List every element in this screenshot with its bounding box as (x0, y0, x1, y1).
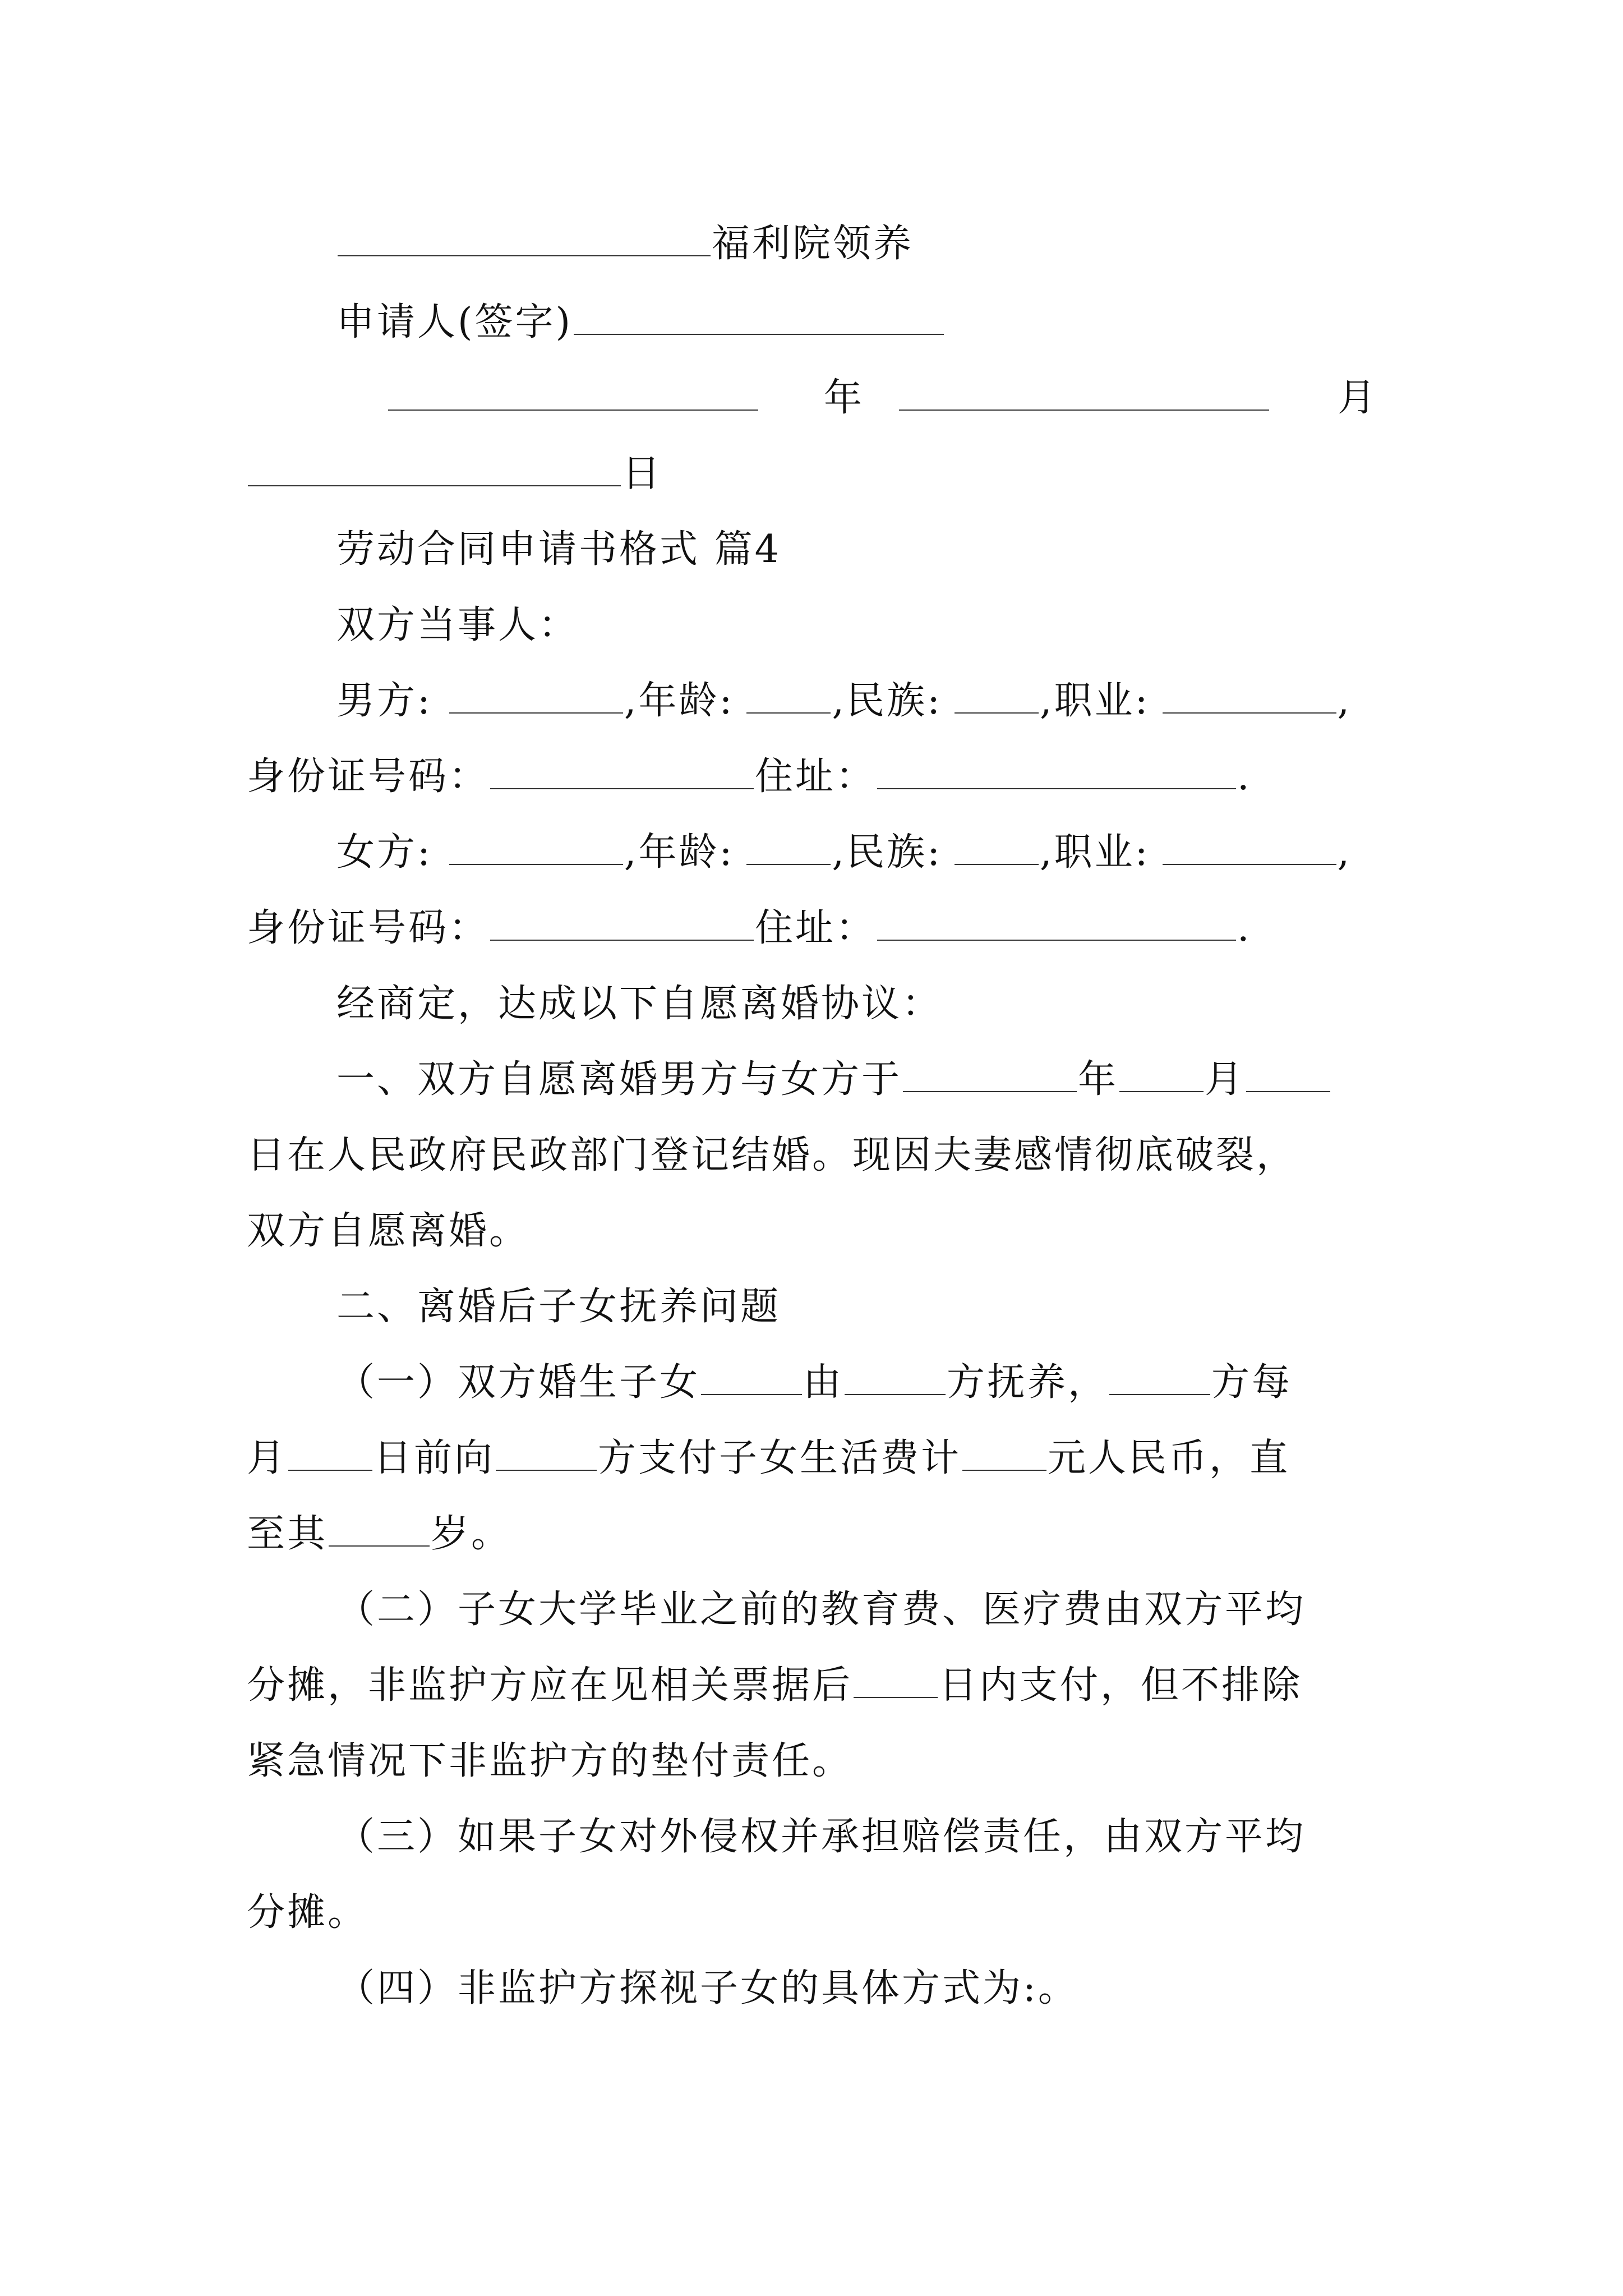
male-info-line (336, 673, 1352, 729)
female-occupation-label: ,职业: (1039, 830, 1150, 875)
fill-blank (288, 1435, 372, 1471)
clause-2-1-text: 日前向 (374, 1436, 495, 1480)
female-label: 女方: (336, 830, 432, 875)
date-day-label: 日 (622, 452, 663, 496)
fill-blank (1109, 1359, 1210, 1395)
clause-2-2-line-2 (247, 1658, 1302, 1714)
fill-blank (877, 753, 1236, 789)
fill-blank (490, 753, 754, 789)
fill-blank (899, 375, 1269, 411)
clause-2-1-text: 由 (803, 1360, 844, 1405)
fill-blank (746, 678, 831, 714)
fill-blank (903, 1056, 1077, 1092)
clause-2-1-text: 月 (247, 1436, 288, 1480)
clause-2-3-line-1: （三）如果子女对外侵权并承担赔偿责任，由双方平均 (336, 1815, 1306, 1859)
fill-blank (701, 1359, 802, 1395)
fill-blank (388, 375, 758, 411)
male-period: . (1237, 754, 1252, 799)
welfare-text: 福利院领养 (712, 222, 914, 266)
female-trailing-comma: , (1337, 830, 1352, 875)
fill-blank (449, 829, 623, 865)
clause-1-line-1 (336, 1052, 1331, 1108)
male-age-label: ,年龄: (624, 679, 735, 723)
fill-blank (1163, 678, 1336, 714)
female-info-line (336, 825, 1352, 881)
male-id-label: 身份证号码： (247, 754, 490, 799)
clause-1-month: 月 (1205, 1057, 1246, 1102)
clause-2-heading: 二、离婚后子女抚养问题 (336, 1285, 781, 1329)
section-title: 劳动合同申请书格式 篇4 (336, 527, 781, 572)
date-year-label: 年 (824, 376, 865, 420)
fill-blank (449, 678, 623, 714)
male-ethnicity-label: ,民族: (832, 679, 942, 723)
fill-blank (877, 905, 1236, 941)
clause-2-4-line-1: （四）非监护方探视子女的具体方式为:。 (336, 1966, 1078, 2010)
female-id-line (247, 900, 1252, 956)
female-period: . (1237, 906, 1252, 950)
parties-heading: 双方当事人： (336, 603, 579, 647)
clause-1-year: 年 (1078, 1057, 1119, 1102)
fill-blank (329, 1511, 430, 1547)
fill-blank (338, 220, 711, 256)
date-day-line (247, 446, 662, 502)
fill-blank (248, 450, 621, 486)
fill-blank (496, 1435, 597, 1471)
clause-2-2-line-1: （二）子女大学毕业之前的教育费、医疗费由双方平均 (336, 1588, 1306, 1632)
fill-blank (845, 1359, 946, 1395)
clause-2-1-text: 方抚养， (947, 1360, 1109, 1405)
female-age-label: ,年龄: (624, 830, 735, 875)
date-line (387, 370, 1378, 426)
fill-blank (574, 299, 944, 335)
fill-blank (1119, 1056, 1204, 1092)
applicant-signature-line (336, 295, 945, 351)
clause-2-3-line-2: 分摊。 (247, 1890, 368, 1935)
male-address-label: 住址： (755, 754, 877, 799)
fill-blank (1246, 1056, 1330, 1092)
clause-1-line-3: 双方自愿离婚。 (247, 1209, 530, 1253)
female-ethnicity-label: ,民族: (832, 830, 942, 875)
clause-2-1-text: 元人民币，直 (1048, 1436, 1290, 1480)
male-trailing-comma: , (1337, 679, 1352, 723)
agreement-intro: 经商定，达成以下自愿离婚协议： (336, 982, 943, 1026)
fill-blank (854, 1662, 938, 1698)
clause-2-1-line-2 (247, 1430, 1290, 1487)
female-address-label: 住址： (755, 906, 877, 950)
clause-2-2-text: 日内支付，但不排除 (939, 1663, 1303, 1708)
fill-blank (1163, 829, 1336, 865)
clause-2-1-text: （一）双方婚生子女 (336, 1360, 700, 1405)
fill-blank (490, 905, 754, 941)
male-label: 男方: (336, 679, 432, 723)
female-id-label: 身份证号码： (247, 906, 490, 950)
clause-1-line-2: 日在人民政府民政部门登记结婚。现因夫妻感情彻底破裂， (247, 1133, 1297, 1177)
clause-2-1-line-1 (336, 1355, 1292, 1411)
clause-2-1-text: 至其 (247, 1512, 328, 1556)
welfare-line (336, 216, 914, 272)
fill-blank (746, 829, 831, 865)
clause-2-2-line-3: 紧急情况下非监护方的垫付责任。 (247, 1739, 853, 1783)
fill-blank (962, 1435, 1046, 1471)
clause-1-text: 一、双方自愿离婚男方与女方于 (336, 1057, 902, 1102)
male-id-line (247, 749, 1252, 805)
fill-blank (955, 829, 1039, 865)
clause-2-1-line-3 (247, 1506, 511, 1562)
clause-2-2-text: 分摊，非监护方应在见相关票据后 (247, 1663, 853, 1708)
applicant-label: 申请人(签字) (336, 300, 573, 344)
fill-blank (955, 678, 1039, 714)
clause-2-1-text: 方每 (1211, 1360, 1293, 1405)
clause-2-1-text: 岁。 (431, 1512, 512, 1556)
male-occupation-label: ,职业: (1039, 679, 1150, 723)
clause-2-1-text: 方支付子女生活费计 (598, 1436, 962, 1480)
date-month-label: 月 (1338, 376, 1378, 420)
